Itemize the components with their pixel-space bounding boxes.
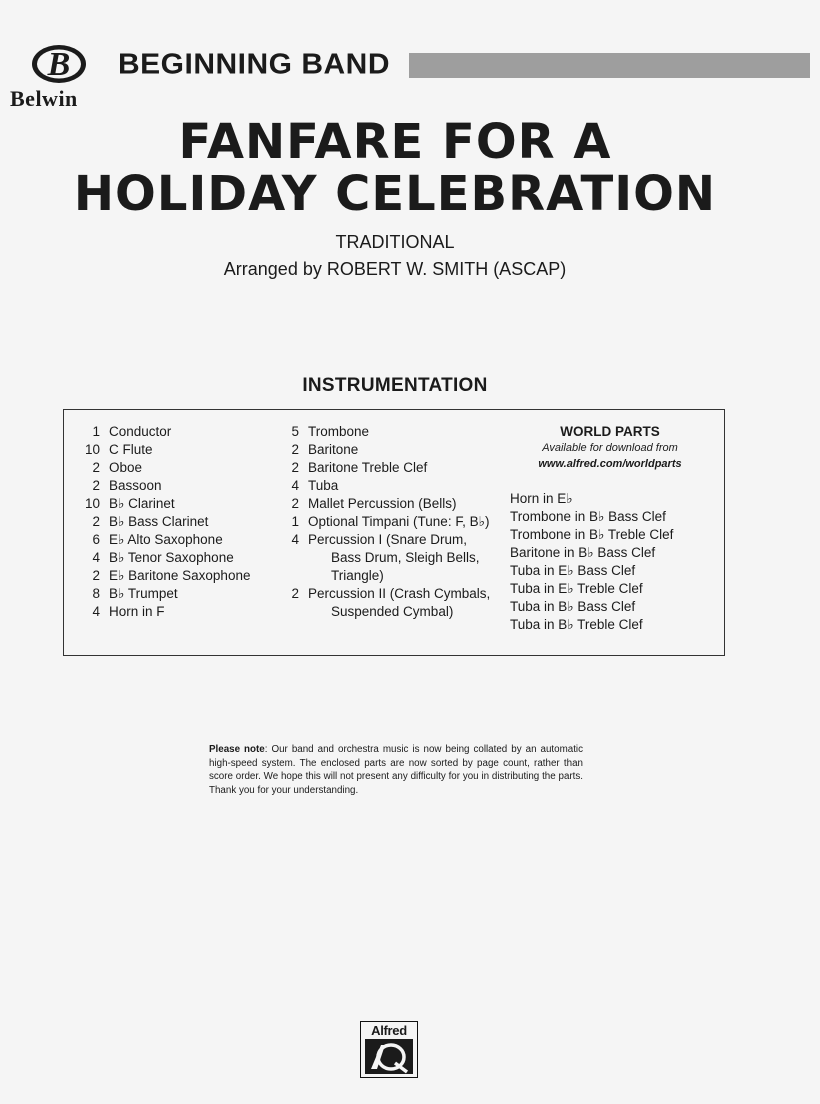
- world-part-item: Tuba in E♭ Treble Clef: [510, 581, 643, 596]
- instrument-quantity: 2: [92, 514, 100, 529]
- svg-text:B: B: [47, 46, 71, 83]
- instrument-row: [286, 477, 490, 495]
- instrument-quantity: 5: [291, 424, 299, 439]
- instrument-quantity: 2: [291, 586, 299, 601]
- instrument-row: [80, 567, 250, 585]
- instrument-column-1: [80, 423, 250, 621]
- instrument-row: [80, 531, 250, 549]
- instrument-quantity: 4: [291, 532, 299, 547]
- piece-title: [0, 116, 790, 220]
- instrument-name: Mallet Percussion (Bells): [308, 496, 457, 511]
- instrument-row: [286, 495, 490, 513]
- instrument-name: Oboe: [109, 460, 143, 475]
- instrument-name: Tuba: [308, 478, 339, 493]
- instrument-row: [286, 585, 490, 603]
- instrument-name: B♭ Trumpet: [109, 586, 178, 601]
- instrument-quantity: 4: [291, 478, 299, 493]
- series-title: BEGINNING BAND: [118, 48, 391, 81]
- instrument-row: [80, 441, 250, 459]
- instrument-row: [80, 459, 250, 477]
- instrument-quantity: 4: [92, 604, 100, 619]
- belwin-b-logo-icon: [30, 43, 88, 85]
- instrument-quantity: 10: [84, 496, 100, 511]
- world-part-item: Tuba in B♭ Treble Clef: [510, 617, 643, 632]
- instrument-quantity: 10: [84, 442, 100, 457]
- title-line-2: HOLIDAY CELEBRATION: [73, 166, 717, 222]
- instrument-quantity: 2: [92, 568, 100, 583]
- instrument-name: Trombone: [308, 424, 370, 439]
- instrument-name: Baritone: [308, 442, 359, 457]
- instrument-name: B♭ Bass Clarinet: [109, 514, 209, 529]
- world-parts-url[interactable]: www.alfred.com/worldparts: [538, 458, 682, 470]
- instrument-row: [286, 513, 490, 531]
- world-part-item: Trombone in B♭ Treble Clef: [510, 527, 674, 542]
- instrument-row: [80, 549, 250, 567]
- instrument-name: C Flute: [109, 442, 153, 457]
- instrument-quantity: 1: [92, 424, 100, 439]
- instrument-row: [286, 459, 490, 477]
- instrument-name-continued: Triangle): [331, 568, 384, 583]
- instrument-row: [80, 585, 250, 603]
- alfred-logo: [360, 1021, 418, 1078]
- instrument-quantity: 2: [92, 460, 100, 475]
- instrument-quantity: 2: [291, 460, 299, 475]
- note-label: Please note: [209, 744, 265, 755]
- world-part-item: Tuba in B♭ Bass Clef: [510, 599, 636, 614]
- note-text: : Our band and orchestra music is now being collated by an automatic high-speed system. The enclosed parts are now sorted by page count, rather than score order. We hope this will not present any difficulty for you in distributing the parts. Thank you for your understanding.: [209, 744, 584, 796]
- instrument-row: [80, 477, 250, 495]
- instrument-row: [286, 531, 490, 549]
- instrument-name: Horn in F: [109, 604, 165, 619]
- world-part-item: Horn in E♭: [510, 491, 573, 506]
- instrumentation-box: [63, 409, 725, 656]
- instrument-column-2: [286, 423, 490, 621]
- instrument-quantity: 8: [92, 586, 100, 601]
- instrument-row: [286, 441, 490, 459]
- instrument-name: B♭ Clarinet: [109, 496, 175, 511]
- instrument-name: Optional Timpani (Tune: F, B♭): [308, 514, 490, 529]
- instrument-quantity: 4: [92, 550, 100, 565]
- alfred-logo-text: Alfred: [371, 1023, 407, 1038]
- instrument-quantity: 2: [291, 496, 299, 511]
- instrument-name: Bassoon: [109, 478, 162, 493]
- world-parts-list: [510, 490, 673, 634]
- header-bar: [409, 53, 810, 78]
- instrument-name: Baritone Treble Clef: [308, 460, 428, 475]
- instrument-row: [80, 423, 250, 441]
- publisher-logo: Belwin: [10, 86, 78, 111]
- collation-note: [209, 743, 583, 797]
- instrument-name-continued: Suspended Cymbal): [331, 604, 454, 619]
- instrument-name: Percussion I (Snare Drum,: [308, 532, 468, 547]
- instrument-quantity: 2: [291, 442, 299, 457]
- instrument-row: [80, 495, 250, 513]
- world-part-item: Tuba in E♭ Bass Clef: [510, 563, 636, 578]
- instrument-name: E♭ Baritone Saxophone: [109, 568, 251, 583]
- instrument-name: Percussion II (Crash Cymbals,: [308, 586, 491, 601]
- instrument-name: Conductor: [109, 424, 172, 439]
- world-parts-heading: WORLD PARTS: [560, 424, 660, 439]
- instrumentation-heading: INSTRUMENTATION: [302, 375, 488, 396]
- instrument-name-continued: Bass Drum, Sleigh Bells,: [331, 550, 480, 565]
- world-part-item: Baritone in B♭ Bass Clef: [510, 545, 656, 560]
- world-part-item: Trombone in B♭ Bass Clef: [510, 509, 666, 524]
- instrument-row: [80, 603, 250, 621]
- instrument-row: [286, 423, 490, 441]
- instrument-name: E♭ Alto Saxophone: [109, 532, 223, 547]
- instrument-quantity: 1: [291, 514, 299, 529]
- instrument-row: [80, 513, 250, 531]
- instrument-name: B♭ Tenor Saxophone: [109, 550, 234, 565]
- alfred-emblem-icon: [365, 1039, 413, 1074]
- composer: TRADITIONAL: [335, 232, 455, 252]
- instrument-quantity: 2: [92, 478, 100, 493]
- world-parts-availability: Available for download from: [542, 442, 678, 454]
- instrument-quantity: 6: [92, 532, 100, 547]
- arranger: Arranged by ROBERT W. SMITH (ASCAP): [223, 259, 567, 279]
- title-line-1: FANFARE FOR A: [178, 114, 612, 170]
